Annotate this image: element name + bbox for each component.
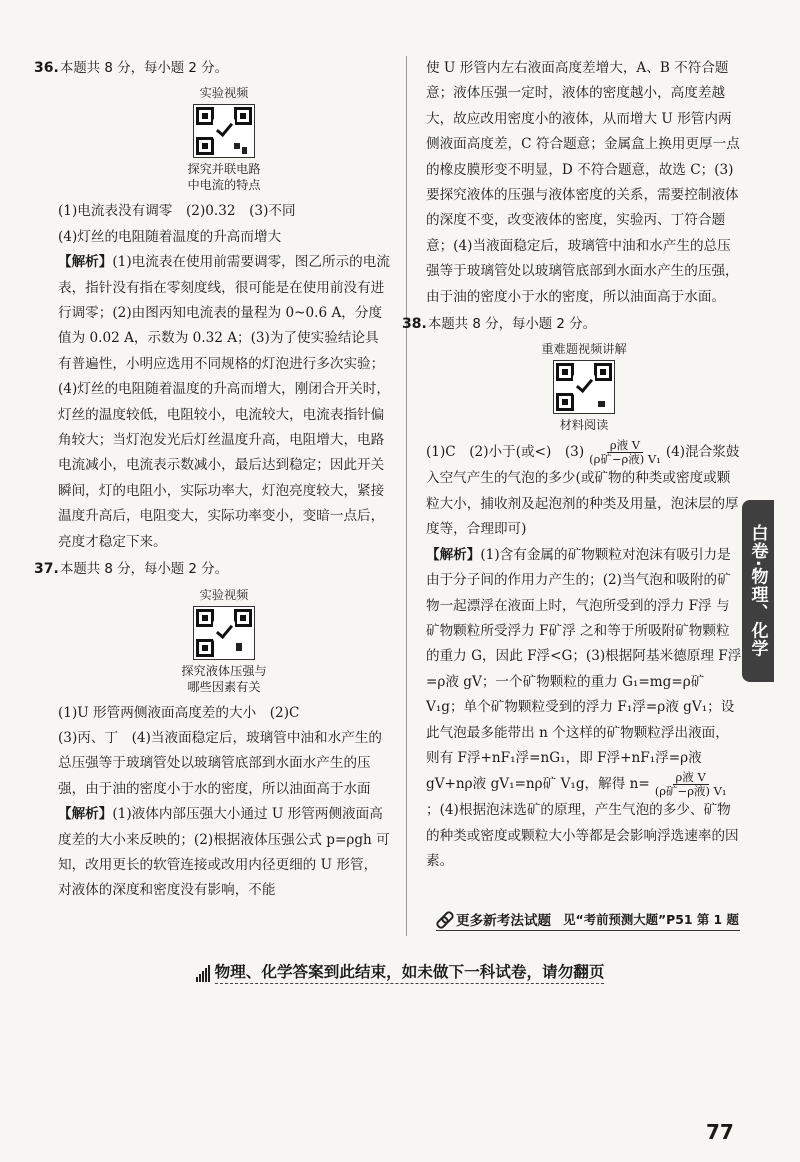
q38-analysis-text-a: (1)含有金属的矿物颗粒对泡沫有吸引力是由于分子间的作用力产生的；(2)当气泡和吸附的矿物一起漂浮在液面上时，气泡所受到的浮力 F浮 与矿物颗粒所受浮力 F矿浮 之和等于所吸附矿物颗粒的重力 G，因此 F浮<G；(3)根据阿基米德原理 F浮=ρ液 gV；一个矿物颗粒的重力 G₁=mg=ρ矿 V₁g；单个矿物颗粒受到的浮力 F₁浮=ρ液 gV₁；设此气泡最多能带出 n 个这样的矿物颗粒浮出液面，则有 F浮+nF₁浮=nG₁，即 F浮+nF₁浮=ρ液 gV+nρ液 gV₁=nρ矿 V₁g，解得 n= — [426, 546, 742, 793]
q37-answer-line-2: (3)丙、丁 (4)当液面稳定后，玻璃管中油和水产生的总压强等于玻璃管处以玻璃管底部到水面水产生的压强，由于油的密度小于水的密度，所以油面高于水面 — [58, 729, 382, 797]
q38-video-qr[interactable] — [426, 341, 742, 433]
q36-analysis-text: (1)电流表在使用前需要调零，图乙所示的电流表，指针没有指在零刻度线，很可能是在使用前没有进行调零；(2)由图丙知电流表的量程为 0~0.6 A，分度值为 0.02 A，示数为 0.32 A；(3)为了使实验结论具有普遍性，小明应选用不同规格的灯泡进行多次实验；(4)灯丝的电阻随着温度的升高而增大，刚闭合开关时，灯丝的温度较低，电阻较小，电流较大，电流表指针偏角较大；当灯泡发光后灯丝温度升高，电阻增大，电路电流减小，电流表示数减小，最后达到稳定；因此开关瞬间，灯的电阻小，实际功率大，灯泡亮度较大，紧接温度升高后，电阻变大，实际功率变小，变暗一点后，亮度才稳定下来。 — [58, 254, 390, 550]
q38-answer-1-3: (1)C (2)小于(或<) (3) — [426, 444, 585, 461]
q37-number: 37. — [34, 561, 59, 578]
subject-side-tab: 白卷·物理、化学 — [742, 500, 774, 682]
fraction-numerator: ρ液 V — [673, 771, 709, 785]
q38-header — [402, 312, 742, 337]
fraction-denominator: (ρ矿−ρ液) V₁ — [654, 784, 727, 799]
q37-answer-line-1: (1)U 形管两侧液面高度差的大小 (2)C — [58, 704, 300, 721]
q37-qr-caption-1: 探究液体压强与 — [181, 663, 267, 678]
q38-qr-caption: 材料阅读 — [559, 418, 609, 433]
q37-header — [34, 557, 390, 582]
check-icon — [213, 620, 235, 642]
more-questions-label: 更多新考法试题 — [456, 913, 552, 929]
qr-code-icon[interactable] — [553, 360, 615, 414]
q38-score-note: 本题共 8 分，每小题 2 分。 — [428, 317, 596, 333]
q38-qr-title: 重难题视频讲解 — [541, 342, 627, 357]
q38-answers — [426, 439, 742, 542]
left-column — [34, 56, 390, 904]
q38-analysis — [426, 543, 742, 875]
q37-qr-caption-2: 哪些因素有关 — [187, 679, 261, 694]
end-notice-text: 物理、化学答案到此结束，如未做下一科试卷，请勿翻页 — [215, 963, 605, 984]
fraction-denominator: (ρ矿−ρ液) V₁ — [589, 452, 661, 467]
q37-analysis-left: (1)液体内部压强大小通过 U 形管两侧液面高度差的大小来反映的；(2)根据液体压强公式 p=ρgh 可知，改用更长的软管连接或改用内径更细的 U 形管，对液体的深度和密度没有影响，不能 — [58, 806, 390, 899]
check-icon — [573, 374, 595, 396]
analysis-label: 【解析】 — [58, 806, 113, 823]
q38-fraction — [586, 439, 664, 466]
q37-score-note: 本题共 8 分，每小题 2 分。 — [60, 562, 228, 578]
qr-code-icon[interactable] — [193, 104, 255, 158]
q38-analysis-fraction — [652, 771, 730, 798]
fraction-numerator: ρ液 V — [607, 439, 643, 453]
more-questions-link[interactable] — [436, 908, 740, 931]
link-icon — [436, 911, 452, 927]
q36-qr-caption-2: 中电流的特点 — [187, 178, 261, 193]
end-notice — [0, 960, 800, 982]
more-questions-reference: 见“考前预测大题”P51 第 1 题 — [563, 912, 739, 927]
right-column — [402, 56, 742, 875]
q38-number: 38. — [402, 316, 427, 333]
column-divider — [406, 56, 407, 936]
analysis-label: 【解析】 — [58, 254, 113, 271]
q36-analysis — [58, 250, 390, 555]
q36-header — [34, 56, 390, 81]
q38-analysis-text-b: ；(4)根据泡沫选矿的原理，产生气泡的多少、矿物的种类或密度或颗粒大小等都是会影响浮选速率的因素。 — [426, 802, 739, 870]
q36-qr-caption-1: 探究并联电路 — [187, 162, 261, 177]
q37-video-qr[interactable] — [58, 587, 390, 695]
check-icon — [213, 118, 235, 140]
q38-answer-4: (4)混合浆鼓入空气产生的气泡的多少(或矿物的种类或密度或颗粒大小，捕收剂及起泡剂的种类及用量，泡沫层的厚度等，合理即可) — [426, 444, 740, 538]
q37-analysis — [58, 802, 390, 904]
q36-qr-title: 实验视频 — [199, 86, 249, 101]
q36-video-qr[interactable] — [58, 85, 390, 193]
analysis-label: 【解析】 — [426, 546, 481, 563]
q36-number: 36. — [34, 60, 59, 76]
q36-score-note: 本题共 8 分，每小题 2 分。 — [60, 61, 228, 76]
q37-analysis-continued: 使 U 形管内左右液面高度差增大，A、B 不符合题意；液体压强一定时，液体的密度越小，高度差越大，故应改用密度小的液体，从而增大 U 形管内两侧液面高度差，C 符合题意；金属盒上换用更厚一点的橡皮膜形变不明显，D 不符合题意，故选 C；(3)要探究液体的压强与液体密度的关系，需要控制液体的深度不变，改变液体的密度，实验丙、丁符合题意；(4)当液面稳定后，玻璃管中油和水产生的总压强等于玻璃管处以玻璃管底部到水面水产生的压强，由于油的密度小于水的密度，所以油面高于水面。 — [426, 60, 740, 305]
page-number: 77 — [706, 1120, 734, 1144]
signal-bars-icon — [196, 964, 211, 982]
q36-answer-line-2: (4)灯丝的电阻随着温度的升高而增大 — [58, 228, 282, 245]
qr-code-icon[interactable] — [193, 606, 255, 660]
q36-answer-line-1: (1)电流表没有调零 (2)0.32 (3)不同 — [58, 203, 296, 220]
q37-qr-title: 实验视频 — [199, 587, 249, 602]
